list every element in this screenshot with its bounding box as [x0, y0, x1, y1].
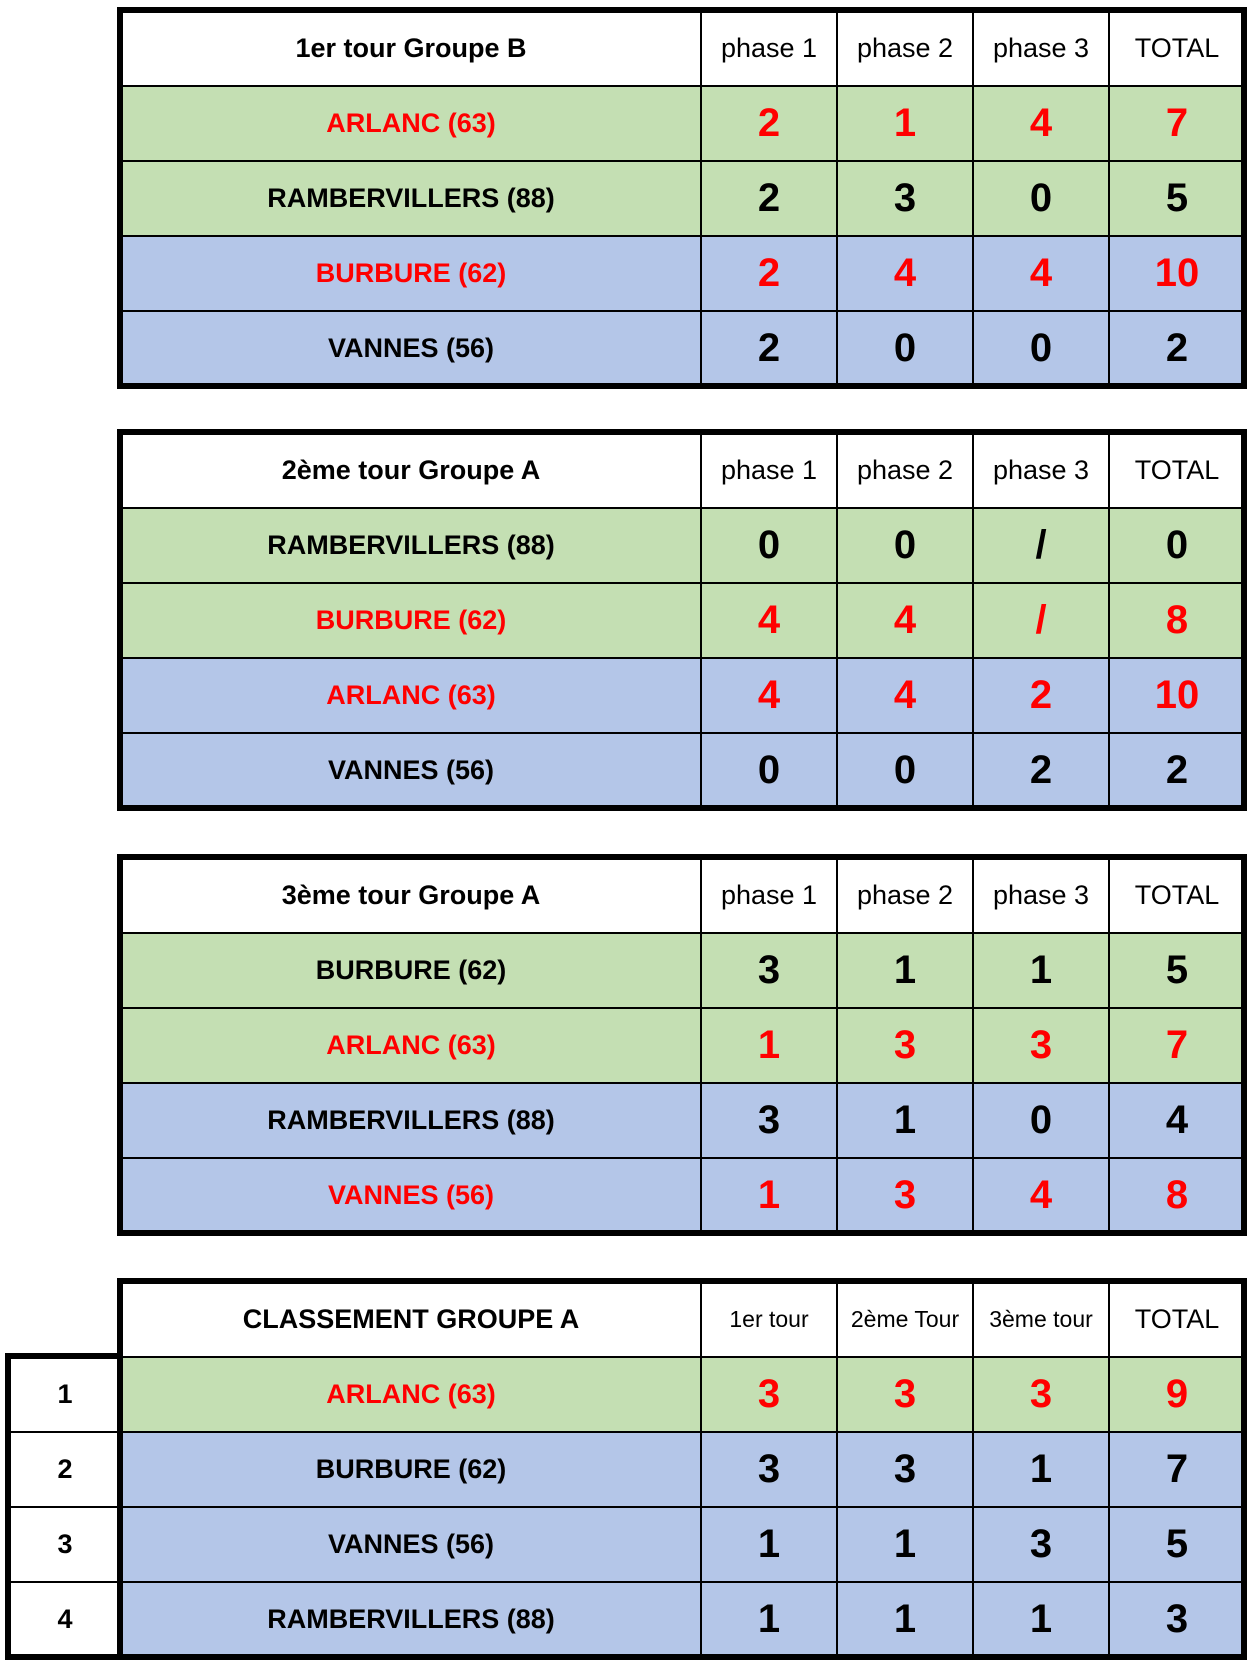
col-header: phase 1 [701, 858, 837, 933]
score-cell: 4 [701, 583, 837, 658]
score-cell: 2 [701, 86, 837, 161]
col-header: 2ème Tour [837, 1282, 973, 1357]
total-cell: 10 [1109, 658, 1245, 733]
ranking-row [9, 1507, 1245, 1582]
score-cell: 2 [973, 733, 1109, 808]
score-cell: 0 [973, 311, 1109, 386]
score-cell: 3 [973, 1357, 1109, 1432]
empty-corner [9, 1282, 121, 1357]
total-cell: 9 [1109, 1357, 1245, 1432]
score-cell: 0 [837, 733, 973, 808]
team-name: BURBURE (62) [121, 236, 701, 311]
table-row [121, 311, 1245, 386]
total-cell: 7 [1109, 86, 1245, 161]
rank-cell: 4 [9, 1582, 121, 1657]
ranking-table [8, 1281, 1246, 1658]
score-cell: 4 [973, 236, 1109, 311]
col-header: TOTAL [1109, 1282, 1245, 1357]
score-cell: 4 [837, 658, 973, 733]
table-row [121, 658, 1245, 733]
score-cell: 0 [973, 1083, 1109, 1158]
rank-cell: 2 [9, 1432, 121, 1507]
score-cell: 3 [837, 1432, 973, 1507]
score-cell: 2 [701, 161, 837, 236]
score-cell: 1 [837, 933, 973, 1008]
score-cell: 1 [837, 1083, 973, 1158]
score-cell: 1 [973, 1432, 1109, 1507]
col-header: TOTAL [1109, 858, 1245, 933]
total-cell: 8 [1109, 1158, 1245, 1233]
col-header: 3ème tour [973, 1282, 1109, 1357]
score-cell: 0 [973, 161, 1109, 236]
score-cell: 2 [701, 311, 837, 386]
score-cell: 1 [973, 1582, 1109, 1657]
total-cell: 2 [1109, 311, 1245, 386]
score-cell: 0 [837, 508, 973, 583]
score-cell: 1 [701, 1158, 837, 1233]
team-name: BURBURE (62) [121, 583, 701, 658]
rank-cell: 3 [9, 1507, 121, 1582]
rank-cell: 1 [9, 1357, 121, 1432]
score-cell: 3 [837, 161, 973, 236]
score-cell: 3 [837, 1158, 973, 1233]
team-name: ARLANC (63) [121, 1008, 701, 1083]
total-cell: 5 [1109, 933, 1245, 1008]
score-cell: 3 [701, 1357, 837, 1432]
ranking-row [9, 1582, 1245, 1657]
total-cell: 10 [1109, 236, 1245, 311]
score-cell: 0 [837, 311, 973, 386]
table-row [121, 508, 1245, 583]
team-name: RAMBERVILLERS (88) [121, 508, 701, 583]
score-cell: 3 [837, 1357, 973, 1432]
score-cell: 4 [973, 86, 1109, 161]
score-cell: 4 [837, 583, 973, 658]
score-cell: 3 [701, 1432, 837, 1507]
total-cell: 4 [1109, 1083, 1245, 1158]
score-cell: 3 [973, 1507, 1109, 1582]
col-header: phase 2 [837, 11, 973, 86]
total-cell: 0 [1109, 508, 1245, 583]
total-cell: 5 [1109, 1507, 1245, 1582]
total-cell: 7 [1109, 1432, 1245, 1507]
table-row [121, 933, 1245, 1008]
col-header: TOTAL [1109, 433, 1245, 508]
score-cell: / [973, 583, 1109, 658]
score-cell: 3 [701, 1083, 837, 1158]
table-row [121, 1158, 1245, 1233]
total-cell: 3 [1109, 1582, 1245, 1657]
score-cell: 1 [837, 86, 973, 161]
table-row [121, 583, 1245, 658]
team-name: VANNES (56) [121, 1507, 701, 1582]
score-cell: 2 [701, 236, 837, 311]
total-cell: 5 [1109, 161, 1245, 236]
total-cell: 7 [1109, 1008, 1245, 1083]
score-cell: 2 [973, 658, 1109, 733]
score-cell: 3 [973, 1008, 1109, 1083]
score-cell: 0 [701, 508, 837, 583]
score-cell: 3 [701, 933, 837, 1008]
total-cell: 8 [1109, 583, 1245, 658]
total-cell: 2 [1109, 733, 1245, 808]
team-name: RAMBERVILLERS (88) [121, 161, 701, 236]
col-header: phase 2 [837, 858, 973, 933]
score-cell: 4 [837, 236, 973, 311]
results-table-3 [120, 857, 1246, 1234]
score-cell: 1 [837, 1507, 973, 1582]
col-header: phase 3 [973, 11, 1109, 86]
team-name: ARLANC (63) [121, 1357, 701, 1432]
team-name: ARLANC (63) [121, 86, 701, 161]
table-title: 3ème tour Groupe A [121, 858, 701, 933]
score-cell: 3 [837, 1008, 973, 1083]
table-title: 1er tour Groupe B [121, 11, 701, 86]
results-table-1 [120, 10, 1246, 387]
col-header: phase 2 [837, 433, 973, 508]
team-name: ARLANC (63) [121, 658, 701, 733]
team-name: BURBURE (62) [121, 1432, 701, 1507]
col-header: phase 3 [973, 858, 1109, 933]
team-name: RAMBERVILLERS (88) [121, 1582, 701, 1657]
col-header: 1er tour [701, 1282, 837, 1357]
team-name: VANNES (56) [121, 733, 701, 808]
table-row [121, 1008, 1245, 1083]
table-row [121, 236, 1245, 311]
score-cell: 4 [701, 658, 837, 733]
score-cell: 1 [701, 1008, 837, 1083]
table-row [121, 1083, 1245, 1158]
ranking-row [9, 1357, 1245, 1432]
score-cell: 1 [701, 1582, 837, 1657]
score-cell: 0 [701, 733, 837, 808]
ranking-title: CLASSEMENT GROUPE A [121, 1282, 701, 1357]
ranking-row [9, 1432, 1245, 1507]
team-name: RAMBERVILLERS (88) [121, 1083, 701, 1158]
table-row [121, 733, 1245, 808]
results-table-2 [120, 432, 1246, 809]
team-name: BURBURE (62) [121, 933, 701, 1008]
score-cell: 1 [973, 933, 1109, 1008]
col-header: phase 1 [701, 11, 837, 86]
table-row [121, 86, 1245, 161]
col-header: phase 1 [701, 433, 837, 508]
score-cell: 1 [701, 1507, 837, 1582]
table-row [121, 161, 1245, 236]
team-name: VANNES (56) [121, 1158, 701, 1233]
table-title: 2ème tour Groupe A [121, 433, 701, 508]
col-header: TOTAL [1109, 11, 1245, 86]
score-cell: / [973, 508, 1109, 583]
col-header: phase 3 [973, 433, 1109, 508]
score-cell: 4 [973, 1158, 1109, 1233]
team-name: VANNES (56) [121, 311, 701, 386]
score-cell: 1 [837, 1582, 973, 1657]
